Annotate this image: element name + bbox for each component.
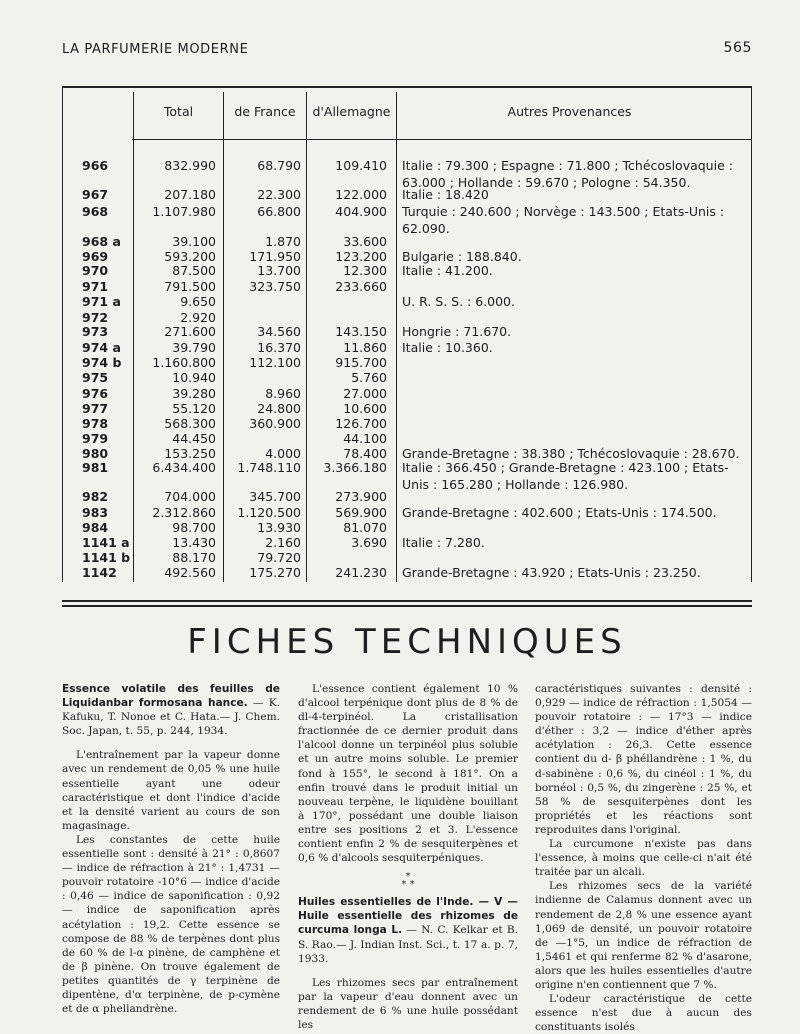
paragraph: L'essence contient également 10 % d'alcool terpénique dont plus de 8 % de dl-4-terpinéol. La cristallisation fractionnée de ce dernier produit dans l'alcool donne un terpinéol plus soluble et un autre moins soluble. Le premier fond à 155°, le second à 181°. On a enfin trouvé dans le produit initial un nouveau terpène, le liquidène bouillant à 170°, possédant une double liaison entre ses positions 2 et 3. L'essence contient enfin 2 % de sesquiterpènes et 0,6 % d'alcools sesquiterpéniques. [298,683,518,865]
row-number: 1142 [82,565,117,580]
row-number: 980 [82,446,109,461]
cell-allemagne: 122.000 [335,187,387,202]
cell-total: 10.940 [172,370,216,385]
table-row [62,187,752,204]
cell-total: 39.280 [172,386,216,401]
table-row [62,294,752,311]
cell-total: 791.500 [164,279,216,294]
section-divider-asterisks: * * * [401,871,415,891]
cell-france: 360.900 [249,416,301,431]
table-row [62,204,752,236]
row-number: 968 [82,204,109,219]
cell-france: 1.748.110 [237,460,301,475]
cell-france: 13.700 [257,263,301,278]
article-reference: — K. Kafuku, T. Nonoe et C. Hata.— J. Chem. Soc. Japan, t. 55, p. 244, 1934. [62,697,280,738]
paragraph: L'entraînement par la vapeur donne avec un rendement de 0,05 % une huile essentielle ayant une odeur caractéristique et dont l'indice d'acide et la densité varient au cours de son magasinage. [62,749,280,832]
cell-france: 171.950 [249,249,301,264]
row-number: 984 [82,520,109,535]
row-number: 966 [82,158,109,173]
cell-allemagne: 241.230 [335,565,387,580]
cell-autres: Grande-Bretagne : 402.600 ; Etats-Unis : 174.500. [402,505,717,520]
cell-total: 44.450 [172,431,216,446]
cell-total: 1.160.800 [152,355,216,370]
cell-allemagne: 11.860 [343,340,387,355]
column-1 [62,682,280,1016]
cell-total: 568.300 [164,416,216,431]
table-row [62,158,752,190]
table-top-rule [62,86,752,88]
cell-allemagne: 123.200 [335,249,387,264]
cell-total: 2.920 [180,310,216,325]
section-rule-upper [62,600,752,602]
cell-allemagne: 915.700 [335,355,387,370]
cell-allemagne: 10.600 [343,401,387,416]
running-header [62,40,752,60]
section-title: FICHES TECHNIQUES [187,622,627,662]
table-row [62,489,752,506]
paragraph: L'odeur caractéristique de cette essence n'est due à aucun des constituants isolés [535,993,752,1034]
col-header-allemagne: d'Allemagne [312,104,391,119]
cell-allemagne: 12.300 [343,263,387,278]
cell-total: 13.430 [172,535,216,550]
cell-france: 345.700 [249,489,301,504]
row-number: 974 a [82,340,121,355]
cell-france: 175.270 [249,565,301,580]
paragraph: Les constantes de cette huile essentielle sont : densité à 21° : 0,8607 — indice de réfraction à 21° : 1,4731 — pouvoir rotatoire -10°6 — indice d'acide : 0,46 — indice de saponification : 0,92 — indice de saponification après acétylation : 19,2. Cette essence se compose de 88 % de terpènes dont plus de 60 % de l-α pinène, de camphène et de β pinène. On trouve également de petites quantités de γ terpinène de dipentène, d'α terpinène, de p-cymène et de α phellandrène. [62,833,280,1016]
cell-autres: Hongrie : 71.670. [402,324,512,339]
row-number: 979 [82,431,109,446]
section-rule-lower [62,605,752,607]
col-header-france: de France [234,104,296,119]
cell-france: 13.930 [257,520,301,535]
table-row [62,263,752,280]
table-row [62,324,752,341]
page-number: 565 [723,40,752,56]
row-number: 972 [82,310,109,325]
row-number: 977 [82,401,109,416]
cell-france: 16.370 [257,340,301,355]
row-number: 982 [82,489,109,504]
table-row [62,460,752,492]
cell-allemagne: 3.690 [351,535,387,550]
paragraph: caractéristiques suivantes : densité : 0,929 — indice de réfraction : 1,5054 — pouvoir rotatoire : — 17°3 — indice d'éther : 3,2 — indice d'éther après acétylation : 26,3. Cette essence contient du d- β phéllandrène : 1 %, du d-sabinène : 0,6 %, du cinéol : 1 %, du bornéol : 0,5 %, du zingerène : 25 %, et 58 % de sesquiterpènes dont les propriétés et les réactions sont reproduites dans l'original. [535,683,752,836]
table-header-rule [132,139,752,140]
cell-total: 98.700 [172,520,216,535]
paragraph: La curcumone n'existe pas dans l'essence, à moins que celle-ci n'ait été traitée par un alcali. [535,838,752,879]
row-number: 968 a [82,234,121,249]
cell-autres: Italie : 79.300 ; Espagne : 71.800 ; Tchécoslovaquie : 63.000 ; Hollande : 59.670 ; Pologne : 54.350. [402,158,733,190]
cell-total: 492.560 [164,565,216,580]
cell-autres: Italie : 41.200. [402,263,493,278]
table-row [62,370,752,387]
row-number: 973 [82,324,109,339]
cell-autres: Italie : 7.280. [402,535,485,550]
cell-france: 2.160 [265,535,301,550]
cell-allemagne: 143.150 [335,324,387,339]
cell-allemagne: 569.900 [335,505,387,520]
cell-allemagne: 44.100 [343,431,387,446]
table-row [62,565,752,582]
cell-total: 832.990 [164,158,216,173]
row-number: 1141 b [82,550,131,565]
cell-total: 153.250 [164,446,216,461]
column-3 [535,682,752,1034]
cell-total: 39.790 [172,340,216,355]
cell-total: 207.180 [164,187,216,202]
cell-autres: Turquie : 240.600 ; Norvège : 143.500 ; Etats-Unis : 62.090. [402,204,725,236]
article-heading-curcuma: Huiles essentielles de l'Inde. — V — Huile essentielle des rhizomes de curcuma longa L. [298,896,518,937]
cell-total: 88.170 [172,550,216,565]
cell-total: 593.200 [164,249,216,264]
row-number: 971 [82,279,109,294]
cell-total: 1.107.980 [152,204,216,219]
cell-allemagne: 273.900 [335,489,387,504]
cell-autres: Italie : 366.450 ; Grande-Bretagne : 423.100 ; Etats-Unis : 165.280 ; Hollande : 126.980. [402,460,729,492]
cell-autres: U. R. S. S. : 6.000. [402,294,515,309]
cell-france: 4.000 [265,446,301,461]
cell-allemagne: 233.660 [335,279,387,294]
cell-total: 9.650 [180,294,216,309]
cell-france: 8.960 [265,386,301,401]
cell-france: 68.790 [257,158,301,173]
cell-allemagne: 109.410 [335,158,387,173]
cell-autres: Bulgarie : 188.840. [402,249,522,264]
cell-allemagne: 126.700 [335,416,387,431]
column-2 [298,682,518,1032]
article-reference: — N. C. Kelkar et B. S. Rao.— J. Indian Inst. Sci., t. 17 a. p. 7, 1933. [298,924,518,965]
cell-total: 39.100 [172,234,216,249]
paragraph: Les rhizomes secs par entraînement par la vapeur d'eau donnent avec un rendement de 6 % une huile possédant les [298,976,518,1031]
row-number: 983 [82,505,109,520]
row-number: 967 [82,187,109,202]
cell-total: 55.120 [172,401,216,416]
cell-france: 112.100 [249,355,301,370]
row-number: 978 [82,416,109,431]
cell-total: 271.600 [164,324,216,339]
row-number: 970 [82,263,109,278]
row-number: 975 [82,370,109,385]
cell-france: 34.560 [257,324,301,339]
cell-france: 24.800 [257,401,301,416]
row-number: 981 [82,460,109,475]
col-header-autres: Autres Provenances [507,104,632,119]
row-number: 971 a [82,294,121,309]
row-number: 976 [82,386,109,401]
journal-title: LA PARFUMERIE MODERNE [62,42,249,57]
cell-france: 1.870 [265,234,301,249]
cell-total: 2.312.860 [152,505,216,520]
cell-france: 323.750 [249,279,301,294]
article-heading-liquidambar: Essence volatile des feuilles de Liquidanbar formosana hance. [62,683,280,710]
cell-autres: Grande-Bretagne : 43.920 ; Etats-Unis : 23.250. [402,565,701,580]
cell-allemagne: 33.600 [343,234,387,249]
cell-france: 22.300 [257,187,301,202]
cell-total: 87.500 [172,263,216,278]
cell-allemagne: 5.760 [351,370,387,385]
paragraph: Les rhizomes secs de la variété indienne de Calamus donnent avec un rendement de 2,8 % une essence ayant 1,069 de densité, un pouvoir rotatoire de —1°5, un indice de réfraction de 1,5461 et qui renferme 82 % d'asarone, alors que les huiles essentielles d'autre origine n'en contiennent que 7 %. [535,880,752,991]
cell-allemagne: 3.366.180 [323,460,387,475]
cell-allemagne: 78.400 [343,446,387,461]
cell-france: 66.800 [257,204,301,219]
cell-total: 6.434.400 [152,460,216,475]
cell-allemagne: 27.000 [343,386,387,401]
cell-autres: Italie : 18.420 [402,187,489,202]
row-number: 1141 a [82,535,130,550]
row-number: 969 [82,249,109,264]
cell-allemagne: 404.900 [335,204,387,219]
import-table [62,86,752,586]
cell-autres: Italie : 10.360. [402,340,493,355]
row-number: 974 b [82,355,122,370]
cell-total: 704.000 [164,489,216,504]
cell-france: 79.720 [257,550,301,565]
cell-autres: Grande-Bretagne : 38.380 ; Tchécoslovaquie : 28.670. [402,446,740,461]
cell-france: 1.120.500 [237,505,301,520]
col-header-total: Total [163,104,194,119]
cell-allemagne: 81.070 [343,520,387,535]
